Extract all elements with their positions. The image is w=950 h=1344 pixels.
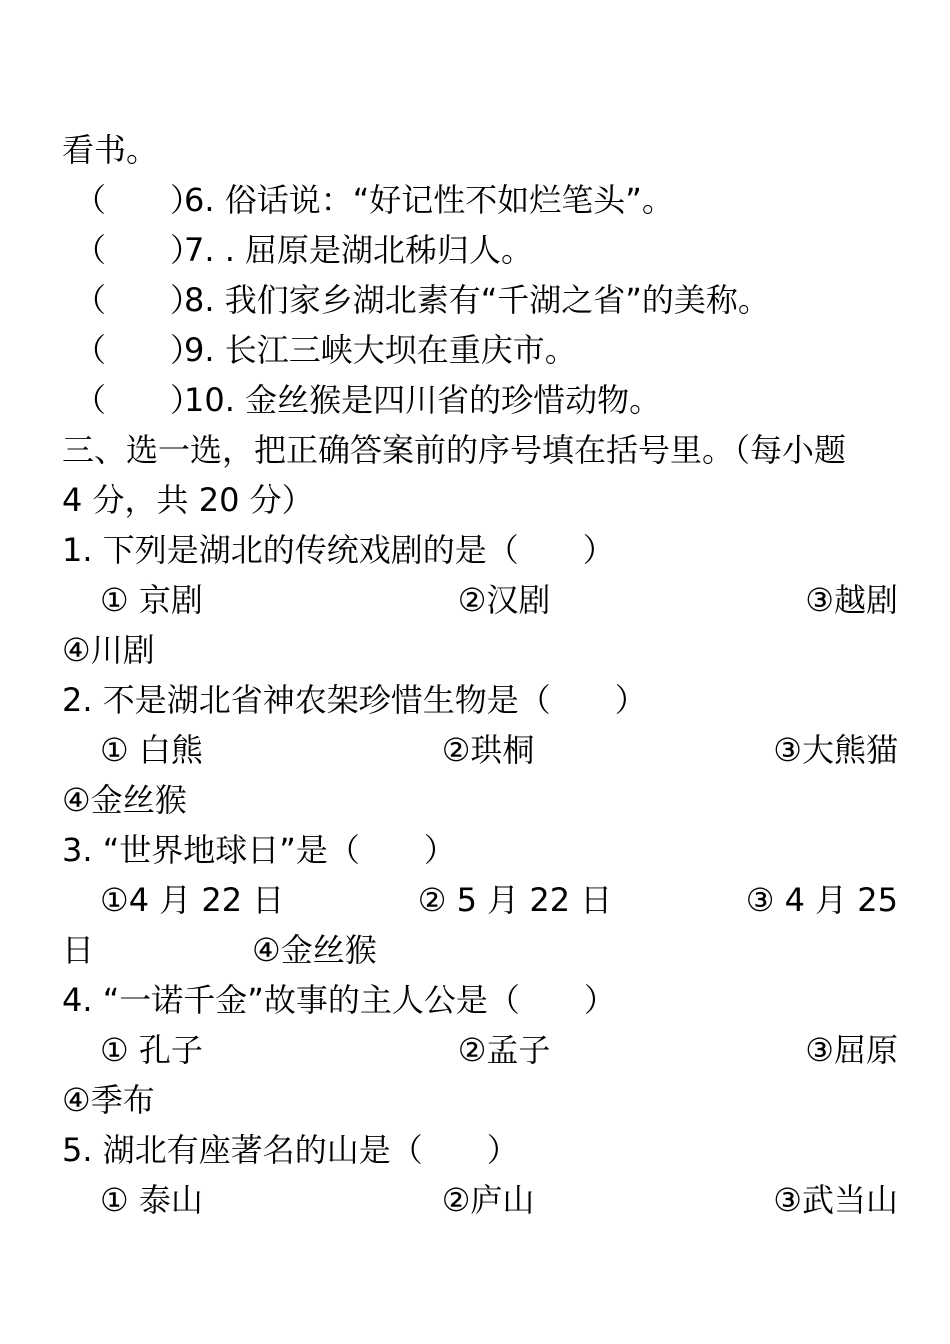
option-3: ③屈原 [805,1031,898,1069]
question-options-5 [100,1175,898,1225]
true-false-item-10 [74,375,914,425]
option-4: ④川剧 [62,631,155,669]
option-2: ②庐山 [441,1181,535,1219]
answer-paren: （ ） [74,331,203,369]
question-options-1 [100,575,898,625]
section-title-continued: 4 分，共 20 分） [62,481,314,519]
option-3: ③越剧 [805,581,898,619]
true-false-item-9 [74,325,914,375]
question-options-2 [100,725,898,775]
option-4: ④季布 [62,1081,155,1119]
answer-paren: （ ） [74,381,203,419]
question-options-3 [100,875,898,925]
option-2: ②孟子 [457,1031,551,1069]
answer-paren: （ ） [74,231,203,269]
option-3-continued: 日 [62,931,95,969]
option-2: ②汉剧 [457,581,551,619]
true-false-item-7 [74,225,914,275]
question-stem-4: 4. “一诺千金”故事的主人公是（ ） [62,981,616,1019]
option-1: ① 泰山 [100,1181,203,1219]
statement-text: 10. 金丝猴是四川省的珍惜动物。 [184,381,662,419]
statement-text: 6. 俗话说：“好记性不如烂笔头”。 [184,181,674,219]
option-3: ③大熊猫 [773,731,898,769]
statement-text: 7. . 屈原是湖北秭归人。 [184,231,534,269]
option-1: ① 孔子 [100,1031,203,1069]
continued-text: 看书。 [62,131,159,169]
option-4: ④金丝猴 [62,781,187,819]
option-2: ② 5 月 22 日 [417,881,613,919]
section-title: 三、选一选，把正确答案前的序号填在括号里。（每小题 [62,431,847,469]
option-2: ②珙桐 [441,731,535,769]
question-options-4 [100,1025,898,1075]
question-stem-1: 1. 下列是湖北的传统戏剧的是（ ） [62,531,615,569]
question-options-3-wrap [62,925,902,975]
true-false-item-6 [74,175,914,225]
option-1: ① 京剧 [100,581,203,619]
statement-text: 8. 我们家乡湖北素有“千湖之省”的美称。 [184,281,770,319]
question-stem-3: 3. “世界地球日”是（ ） [62,831,456,869]
option-4: ④金丝猴 [252,931,377,969]
answer-paren: （ ） [74,281,203,319]
question-stem-2: 2. 不是湖北省神农架珍惜生物是（ ） [62,681,647,719]
question-stem-5: 5. 湖北有座著名的山是（ ） [62,1131,519,1169]
option-3: ③武当山 [773,1181,898,1219]
option-1: ①4 月 22 日 [100,881,285,919]
option-3: ③ 4 月 25 [745,881,898,919]
statement-text: 9. 长江三峡大坝在重庆市。 [184,331,577,369]
answer-paren: （ ） [74,181,203,219]
true-false-item-8 [74,275,914,325]
option-1: ① 白熊 [100,731,203,769]
